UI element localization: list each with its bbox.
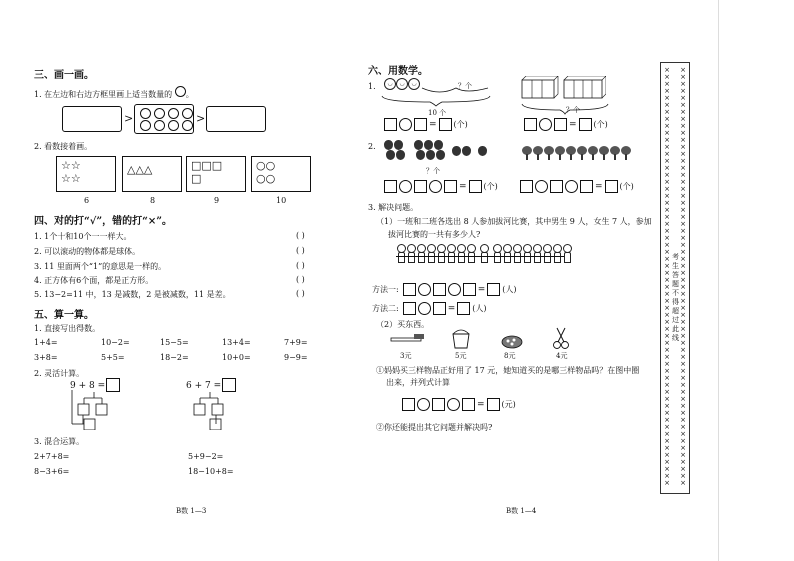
judge-item-4: 4. 正方体有6个面，都是正方形。 [34, 276, 154, 285]
q3-2-equation-row: = (元) [402, 398, 516, 411]
answer-box[interactable] [439, 118, 452, 131]
s5-q2: 2. 灵活计算。 [34, 369, 85, 378]
answer-paren-5[interactable]: ( ) [296, 289, 305, 298]
brace-diagram [380, 86, 492, 108]
q1-unknown-label: ？个 [458, 82, 472, 90]
q1-ten-label: 10 个 [428, 109, 447, 117]
mix-4[interactable]: 18−10+8= [188, 467, 234, 476]
price-scissors: 4元 [556, 352, 568, 360]
q2-unknown-label: ？个 [426, 167, 440, 175]
calc-1-1[interactable]: 1+4= [34, 338, 58, 347]
price-toothbrush: 3元 [400, 352, 412, 360]
judge-item-1: 1. 1个十和10个一一样大。 [34, 232, 132, 241]
s3-q2: 2. 看数接着画。 [34, 142, 93, 151]
operator-circle[interactable] [429, 180, 442, 193]
label-10: 10 [276, 196, 287, 205]
gt-sign: > [124, 112, 134, 125]
tug-of-war-illustration [396, 244, 571, 264]
q2b-equation-row: = (个) [520, 180, 634, 193]
face-icon: ◡ [396, 78, 408, 90]
calc-2-1[interactable]: 3+8= [34, 353, 58, 362]
operator-circle[interactable] [418, 283, 431, 296]
face-icon: ◡ [408, 78, 420, 90]
answer-box[interactable] [580, 180, 593, 193]
circles-box [134, 104, 194, 134]
q1b-unknown-label: ？个 [566, 106, 580, 114]
binding-warning-text: 考生答题不得超过此线 [672, 253, 679, 342]
section-6-title: 六、用数学。 [368, 66, 428, 77]
answer-box[interactable] [520, 180, 533, 193]
answer-box[interactable] [402, 398, 415, 411]
q3-2-a: ①妈妈买三样物品正好用了 17 元，她知道买的是哪三样物品吗？在图中圈 [376, 366, 640, 375]
answer-paren-2[interactable]: ( ) [296, 246, 305, 255]
answer-box[interactable] [432, 398, 445, 411]
answer-box[interactable] [487, 283, 500, 296]
s3-q1: 1. 在左边和右边方框里画上适当数量的 。 [34, 86, 194, 100]
calc-1-3[interactable]: 15−5= [160, 338, 189, 347]
answer-box[interactable] [469, 180, 482, 193]
answer-box[interactable] [444, 180, 457, 193]
answer-box[interactable] [384, 118, 397, 131]
binding-strip [660, 62, 690, 494]
answer-box[interactable] [550, 180, 563, 193]
q3-2-title: （2）买东西。 [376, 320, 430, 329]
footer-left: B数 1—3 [176, 507, 207, 515]
split-diagram-2 [182, 390, 242, 430]
price-bucket: 5元 [455, 352, 467, 360]
q3-1-text-a: （1）一班和二班各选出 8 人参加拔河比赛，其中男生 9 人，女生 7 人，参加 [376, 217, 652, 226]
operator-circle[interactable] [448, 283, 461, 296]
label-9: 9 [214, 196, 220, 205]
operator-circle[interactable] [565, 180, 578, 193]
answer-box[interactable] [554, 118, 567, 131]
brace-2 [520, 102, 610, 116]
answer-box[interactable] [384, 180, 397, 193]
split-diagram-1 [66, 390, 126, 430]
flex-expr-1: 9 + 8 = [70, 381, 106, 391]
q1-equation-row: = (个) [384, 118, 468, 131]
q3-title: 3. 解决问题。 [368, 203, 419, 212]
q2-equation-row: = (个) [384, 180, 498, 193]
cross-column-left: × × × × × × × × × × × × × × × × × × × × × × × × × × × × × × × × × × × × × × × × × × × × × × × × × × × × × × × × × × × × [664, 66, 670, 487]
calc-1-2[interactable]: 10−2= [101, 338, 130, 347]
page-edge-line [718, 0, 719, 561]
section-3-title: 三、画一画。 [34, 70, 94, 81]
answer-paren-1[interactable]: ( ) [296, 231, 305, 240]
pattern-box-circles: ○○ ○○ [251, 156, 311, 192]
operator-circle[interactable] [399, 118, 412, 131]
method-2-row: 方法二: = (人) [372, 303, 487, 314]
answer-box[interactable] [487, 398, 500, 411]
footer-right: B数 1—4 [506, 507, 537, 515]
operator-circle[interactable] [418, 302, 431, 315]
answer-paren-4[interactable]: ( ) [296, 275, 305, 284]
answer-box[interactable] [414, 180, 427, 193]
calc-2-3[interactable]: 18−2= [160, 353, 189, 362]
pattern-box-triangles: △△△ [122, 156, 182, 192]
answer-box[interactable] [433, 302, 446, 315]
answer-box[interactable] [457, 302, 470, 315]
s5-q1: 1. 直接写出得数。 [34, 324, 101, 333]
judge-item-5: 5. 13−2=11 中，13 是减数，2 是被减数，11 是差。 [34, 290, 231, 299]
label-6: 6 [84, 196, 90, 205]
flex-expr-2: 6 + 7 = [186, 381, 222, 391]
answer-box[interactable] [403, 283, 416, 296]
section-5-title: 五、算一算。 [34, 310, 94, 321]
q3-2-b: 出来，并列式计算 [386, 378, 450, 387]
cube-groups [520, 76, 606, 102]
mix-2[interactable]: 5+9−2= [188, 452, 224, 461]
rope [396, 256, 564, 257]
pattern-box-squares: □□□ □ [186, 156, 246, 192]
method-1-row: 方法一: = (人) [372, 284, 517, 295]
operator-circle[interactable] [447, 398, 460, 411]
operator-circle[interactable] [417, 398, 430, 411]
answer-box[interactable] [524, 118, 537, 131]
label-8: 8 [150, 196, 156, 205]
mix-3[interactable]: 8−3+6= [34, 467, 70, 476]
section-4-title: 四、对的打“√”，错的打“×”。 [34, 216, 172, 227]
calc-1-5[interactable]: 7+9= [284, 338, 308, 347]
answer-box[interactable] [433, 283, 446, 296]
q3-1-text-b: 拔河比赛的一共有多少人? [388, 230, 481, 239]
answer-paren-3[interactable]: ( ) [296, 261, 305, 270]
q1-number: 1. [368, 82, 376, 91]
q2-number: 2. [368, 142, 376, 151]
judge-item-2: 2. 可以滚动的物体都是球体。 [34, 247, 141, 256]
answer-box[interactable] [463, 283, 476, 296]
turtle-toy-icon [500, 332, 524, 350]
answer-box[interactable] [605, 180, 618, 193]
q3-2-c: ②你还能提出其它问题并解决吗? [376, 423, 493, 432]
circle-icon [175, 86, 186, 97]
operator-circle[interactable] [399, 180, 412, 193]
gt-sign-2: > [196, 112, 206, 125]
answer-box[interactable] [579, 118, 592, 131]
answer-box[interactable] [414, 118, 427, 131]
answer-box[interactable] [403, 302, 416, 315]
judge-item-3: 3. 11 里面两个“1”的意思是一样的。 [34, 262, 167, 271]
calc-2-2[interactable]: 5+5= [101, 353, 125, 362]
q1b-equation-row: = (个) [524, 118, 608, 131]
price-toy: 8元 [504, 352, 516, 360]
calc-1-4[interactable]: 13+4= [222, 338, 251, 347]
calc-2-5[interactable]: 9−9= [284, 353, 308, 362]
face-icon: ◡ [384, 78, 396, 90]
calc-2-4[interactable]: 10+0= [222, 353, 251, 362]
bucket-icon [450, 328, 472, 350]
toothbrush-icon [390, 332, 428, 348]
operator-circle[interactable] [539, 118, 552, 131]
answer-box[interactable] [462, 398, 475, 411]
s5-q3: 3. 混合运算。 [34, 437, 85, 446]
cross-column-right: × × × × × × × × × × × × × × × × × × × × × × × × × × × × × × × × × × × × × × × × × × × × × × × × × × × × × × × × × × × × [680, 66, 686, 487]
operator-circle[interactable] [535, 180, 548, 193]
pattern-box-stars: ☆☆ ☆☆ [56, 156, 116, 192]
answer-box-right[interactable] [206, 106, 266, 132]
answer-box-left[interactable] [62, 106, 122, 132]
scissors-icon [552, 326, 570, 350]
mix-1[interactable]: 2+7+8= [34, 452, 70, 461]
